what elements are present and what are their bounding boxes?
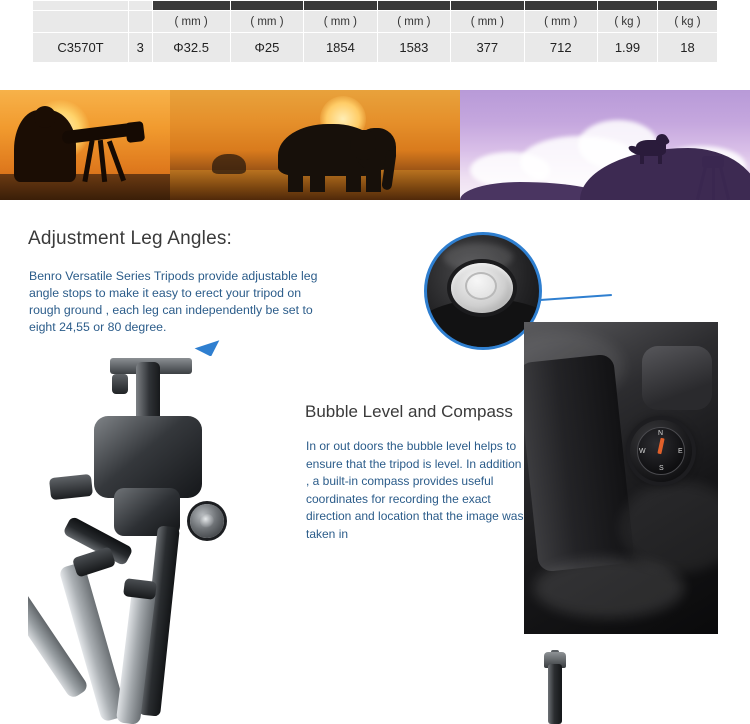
header-cap-5 bbox=[304, 1, 377, 11]
tripod-center-column bbox=[136, 362, 160, 424]
header-cap-8 bbox=[524, 1, 597, 11]
wolf-howling-photo bbox=[460, 90, 750, 200]
header-cap-empty-1 bbox=[33, 1, 129, 11]
cell-max-height: 1854 bbox=[304, 33, 377, 63]
distant-animal-silhouette bbox=[212, 154, 246, 174]
photo-strip bbox=[0, 90, 750, 200]
tripod-tube-detail-photo bbox=[538, 650, 572, 724]
cell-max-height-no-column: 1583 bbox=[377, 33, 450, 63]
units-cell-7: ( mm ) bbox=[451, 11, 524, 33]
bubble-compass-heading: Bubble Level and Compass bbox=[305, 402, 513, 421]
units-cell-4: ( mm ) bbox=[230, 11, 303, 33]
units-cell-10: ( kg ) bbox=[657, 11, 717, 33]
leg-angles-body-text: Benro Versatile Series Tripods provide adjustable leg angle stops to make it easy to erect your tripod on rough ground , each leg can independently be set to eight 24,55 or 80 degree. bbox=[29, 269, 318, 334]
specification-table bbox=[32, 0, 718, 63]
units-cell-1 bbox=[33, 11, 129, 33]
cell-max-load: 18 bbox=[657, 33, 717, 63]
header-cap-10 bbox=[657, 1, 717, 11]
tripod-leg-angle-photo bbox=[28, 356, 276, 724]
compass-mark-north: N bbox=[658, 430, 664, 437]
header-cap-4 bbox=[230, 1, 303, 11]
header-cap-empty-2 bbox=[129, 1, 153, 11]
elephant-ear bbox=[350, 130, 376, 160]
cell-min-height: 377 bbox=[451, 33, 524, 63]
table-header-bar-row bbox=[33, 1, 718, 11]
cell-weight: 1.99 bbox=[597, 33, 657, 63]
compass-mark-east: E bbox=[678, 448, 683, 455]
cell-max-tube-dia: Φ32.5 bbox=[152, 33, 230, 63]
bubble-compass-body-text: In or out doors the bubble level helps to ensure that the tripod is level. In addition , a built-in compass provides useful coordinates for recording the exact direction and location that the image was taken in bbox=[306, 439, 524, 541]
tripod-knob bbox=[112, 374, 128, 394]
header-cap-6 bbox=[377, 1, 450, 11]
leg-twist-lock-2 bbox=[123, 578, 157, 600]
units-cell-5: ( mm ) bbox=[304, 11, 377, 33]
tripod-leg-2 bbox=[712, 166, 715, 200]
compass-mark-south: S bbox=[659, 465, 664, 472]
tripod-barrel bbox=[524, 354, 635, 573]
tripod-apex-hub bbox=[94, 416, 202, 498]
photographer-sunset-photo bbox=[0, 90, 170, 200]
cell-folded-length: 712 bbox=[524, 33, 597, 63]
tripod-leg-light-center bbox=[58, 562, 127, 723]
cell-model: C3570T bbox=[33, 33, 129, 63]
elephant-leg-3 bbox=[346, 166, 361, 192]
table-units-row bbox=[33, 11, 718, 33]
leg-angle-bolt bbox=[190, 504, 224, 538]
units-cell-6: ( mm ) bbox=[377, 11, 450, 33]
tripod-leg-3 bbox=[719, 166, 730, 200]
elephant-waterhole-photo bbox=[170, 90, 460, 200]
spotting-scope-lens bbox=[125, 121, 145, 143]
cell-min-tube-dia: Φ25 bbox=[230, 33, 303, 63]
compass-mark-west: W bbox=[639, 448, 646, 455]
leg-angles-heading: Adjustment Leg Angles: bbox=[28, 228, 233, 249]
cell-sections: 3 bbox=[129, 33, 153, 63]
tripod-silhouette bbox=[692, 154, 732, 200]
photo-highlight-2 bbox=[620, 482, 718, 572]
compass-icon bbox=[630, 420, 692, 482]
elephant-leg-2 bbox=[310, 166, 325, 192]
camera-body-silhouette bbox=[702, 156, 724, 168]
tripod-leg-1 bbox=[696, 166, 707, 200]
units-cell-9: ( kg ) bbox=[597, 11, 657, 33]
wolf-leg-1 bbox=[640, 152, 644, 164]
header-cap-9 bbox=[597, 1, 657, 11]
table-row bbox=[33, 33, 718, 63]
bubble-level-ring bbox=[465, 272, 497, 300]
units-cell-2 bbox=[129, 11, 153, 33]
tube-body bbox=[548, 664, 562, 724]
elephant-leg-4 bbox=[366, 166, 381, 192]
tripod-knob bbox=[642, 346, 712, 410]
wolf-leg-2 bbox=[658, 152, 662, 164]
header-cap-3 bbox=[152, 1, 230, 11]
header-cap-7 bbox=[451, 1, 524, 11]
compass-detail-photo bbox=[524, 322, 718, 634]
photographer-head bbox=[34, 106, 56, 128]
elephant-leg-1 bbox=[288, 166, 303, 192]
photo-highlight-3 bbox=[534, 558, 684, 618]
leg-angle-lock bbox=[49, 474, 93, 500]
leg-twist-lock-1 bbox=[72, 546, 116, 577]
units-cell-3: ( mm ) bbox=[152, 11, 230, 33]
units-cell-8: ( mm ) bbox=[524, 11, 597, 33]
